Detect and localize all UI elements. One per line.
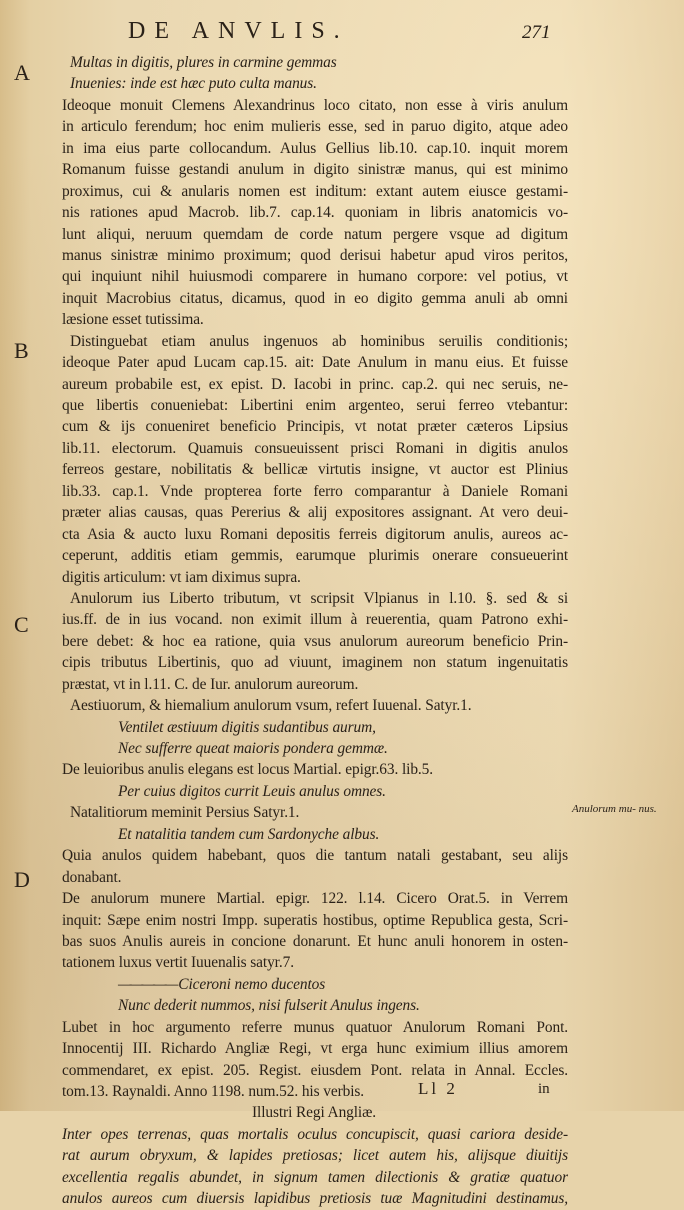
signature-mark: Ll 2	[418, 1079, 458, 1098]
text-line: commendaret, ex epist. 205. Regist. eiusdem Pont. relata in Annal. Eccles.	[62, 1061, 568, 1079]
text-line: lunt aliqui, neruum quemdam de corde natum pergere vsque ad digitum	[62, 225, 568, 243]
text-line: De leuioribus anulis elegans est locus Martial. epigr.63. lib.5.	[62, 761, 434, 779]
text-line: qui inquiunt nihil huiusmodi comparere in humano corpore: vel potius, vt	[62, 268, 568, 286]
text-line: De anulorum munere Martial. epigr. 122. l.14. Cicero Orat.5. in Verrem	[62, 890, 568, 908]
text-line: digitis articulum: vt iam diximus supra.	[62, 568, 301, 586]
letter-line: excellentia regalis abundet, in signum tamen dilectionis & gratiæ quatuor	[62, 1168, 568, 1186]
text-line: donabant.	[62, 868, 122, 886]
text-line: bas suos Anulis aureis in concione donarunt. Et hunc anuli honorem in osten-	[62, 932, 568, 950]
text-line: Innocentij III. Richardo Angliæ Regi, vt erga hunc eximium illius amorem	[62, 1040, 568, 1058]
text-line: ideoque Pater apud Lucam cap.15. ait: Date Anulum in manu eius. Et fuisse	[62, 354, 568, 372]
verse-line: Nunc dederit nummos, nisi fulserit Anulus ingens.	[118, 997, 420, 1015]
text-line: ius.ff. de in ius vocand. non eximit illum à reuerentia, quam Patrono exhi-	[62, 611, 568, 629]
letter-line: rat aurum obryxum, & lapides pretiosas; licet autem his, alijsque diuitijs	[62, 1147, 568, 1165]
text-line: tationem luxus vertit Iuuenalis satyr.7.	[62, 954, 294, 972]
text-line: inquit: Sæpe enim nostri Impp. superatis hostibus, optime Republica gesta, Scri-	[62, 911, 568, 929]
margin-marker-b: B	[14, 338, 29, 363]
text-line: Aestiuorum, & hiemalium anulorum vsum, refert Iuuenal. Satyr.1.	[70, 697, 472, 715]
verse-line: Et natalitia tandem cum Sardonyche albus.	[118, 825, 380, 843]
letter-heading: Illustri Regi Angliæ.	[252, 1104, 377, 1122]
text-line: præstat, vt in l.11. C. de Iur. anulorum aureorum.	[62, 675, 359, 693]
text-line: læsione esset tutissima.	[62, 311, 204, 329]
verse-text: Ciceroni nemo ducentos	[178, 975, 326, 993]
text-line: Distinguebat etiam anulus ingenuos ab hominibus seruilis conditionis;	[70, 332, 568, 350]
text-line: in ima eius parte collocandum. Aulus Gellius lib.10. cap.10. inquit morem	[62, 139, 568, 157]
text-line: in articulo ferendum; hoc enim mulieris esse, sed in paruo digito, atque adeo	[62, 118, 568, 136]
text-line: cta Asia & aucto luxu Romani depositis ferreis digitorum anulis, aureos ac-	[62, 525, 568, 543]
text-line: nis rationes apud Macrob. lib.7. cap.14. quoniam in libris anatomicis vo-	[62, 204, 568, 222]
page-number: 271	[522, 22, 551, 43]
text-line: que libertis conueniebat: Libertini enim argenteo, serui ferreo vtebantur:	[62, 397, 568, 414]
text-line: Romanum fuisse gestandi anulum in digito sinistræ manus, qui est minimo	[62, 161, 568, 179]
verse-line: ————— Ciceroni nemo ducentos	[118, 975, 326, 993]
text-line: Natalitiorum meminit Persius Satyr.1.	[70, 804, 300, 822]
text-line: præter alias causas, quas Pererius & alij expositores assignant. At vero deui-	[62, 504, 568, 522]
text-line: Lubet in hoc argumento referre munus quatuor Anulorum Romani Pont.	[62, 1018, 568, 1036]
text-line: proximus, cui & anularis nomen est inditum: extant autem eiusce gestami-	[62, 182, 568, 200]
text-line: Ideoque monuit Clemens Alexandrinus loco citato, non esse à viris anulum	[62, 96, 568, 114]
text-line: ferreos gestare, nobilitatis & bellicæ virtutis insigne, vt auctor est Plinius	[62, 461, 568, 479]
running-title: DE ANVLIS.	[128, 18, 349, 44]
margin-marker-c: C	[14, 612, 29, 637]
text-line: tom.13. Raynaldi. Anno 1198. num.52. his verbis.	[62, 1083, 365, 1100]
letter-line: Inter opes terrenas, quas mortalis oculus concupiscit, quasi cariora deside-	[62, 1125, 568, 1143]
catchword: in	[538, 1081, 550, 1097]
verse-line: Nec sufferre queat maioris pondera gemmæ.	[118, 740, 388, 757]
margin-marker-d: D	[14, 867, 30, 892]
text-line: cum & ijs conueniret beneficio Principis, vt notat præter cæteros Lipsius	[62, 418, 568, 436]
verse-line: Inuenies: inde est hæc puto culta manus.	[70, 75, 317, 93]
text-line: Anulorum ius Liberto tributum, vt scripsit Vlpianus in l.10. §. sed & si	[70, 589, 568, 607]
letter-line: anulos aureos cum diuersis lapidibus pretiosis tuæ Magnitudini destinamus,	[62, 1190, 568, 1208]
margin-marker-a: A	[14, 60, 30, 85]
page-header	[0, 18, 684, 48]
text-line: aureum probabile est, ex epist. D. Iacobi in princ. cap.2. qui nec seruis, ne-	[62, 375, 568, 393]
text-line: manus sinistræ minimo proximum; quod derisui habetur apud viros peritos,	[62, 246, 568, 264]
verse-line: Multas in digitis, plures in carmine gemmas	[70, 54, 337, 71]
verse-line: Per cuius digitos currit Leuis anulus omnes.	[118, 782, 386, 800]
text-line: lib.11. electorum. Quamuis consueuissent prisci Romani in digitis anulos	[62, 439, 568, 457]
marginal-note: Anulorum mu- nus.	[572, 803, 657, 815]
body-text	[62, 52, 568, 1210]
text-line: Quia anulos quidem habebant, quos die tantum natali gestabant, seu alijs	[62, 847, 568, 865]
text-line: ceperunt, additis etiam gemmis, earumque plurimis onerare consueuerint	[62, 547, 568, 565]
text-line: inquit Macrobius citatus, dicamus, quod in eo digito gemma anuli ab omni	[62, 289, 568, 307]
verse-line: Ventilet æstiuum digitis sudantibus aurum,	[118, 718, 376, 736]
text-line: lib.33. cap.1. Vnde propterea forte ferro comparantur à Daniele Romani	[62, 482, 568, 500]
text-line: bere debet: & hoc ea ratione, quia vsus anulorum aureorum beneficio Prin-	[62, 632, 568, 650]
text-line: cipis tributus Libertinis, quo ad viuunt, imaginem non statum ingenuitatis	[62, 654, 568, 672]
